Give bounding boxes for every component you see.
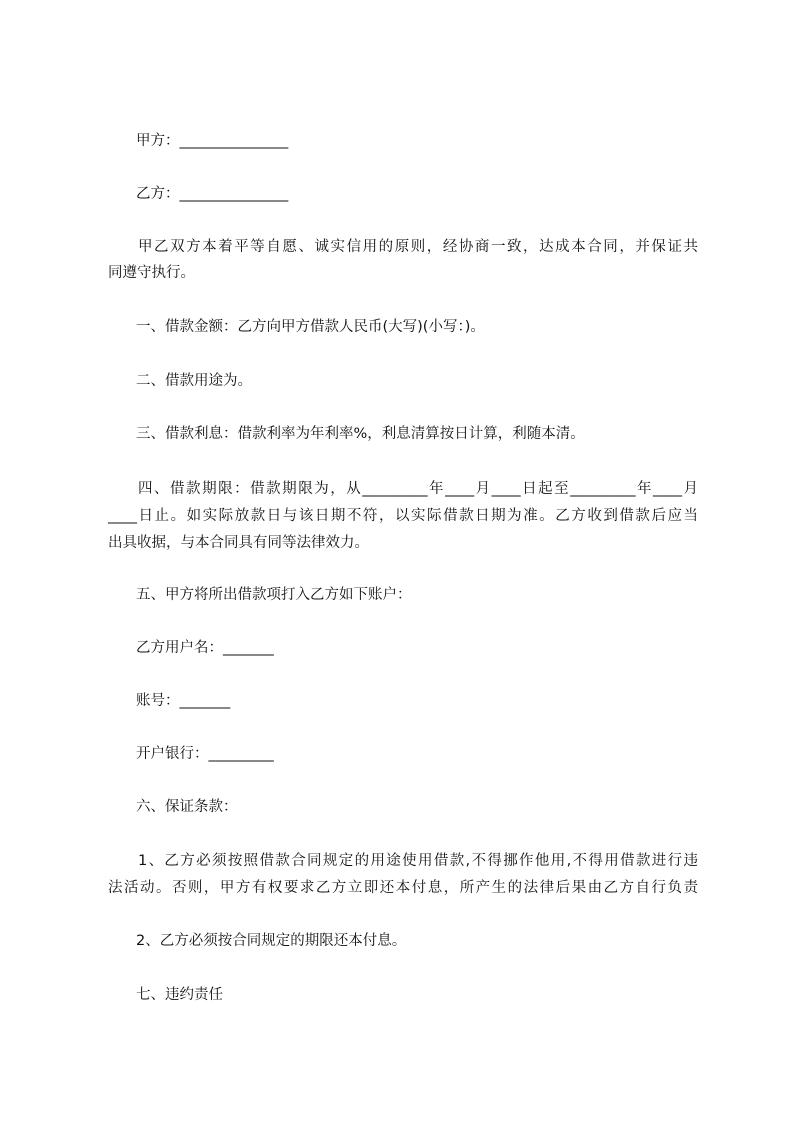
intro-line-1: 甲乙双方本着平等自愿、诚实信用的原则，经协商一致，达成本合同，并保证共 <box>138 239 698 255</box>
guarantee-1-line-2: 法活动。否则，甲方有权要求乙方立即还本付息，所产生的法律后果由乙方自行负责 <box>108 880 698 896</box>
clause-4-line-1: 四、借款期限：借款期限为，从_________年____月____日起至_________年____月 <box>138 481 698 497</box>
clause-6-guarantee: 六、保证条款： <box>136 799 238 815</box>
clause-4-line-2: ____日止。如实际放款日与该日期不符，以实际借款日期为准。乙方收到借款后应当 <box>108 508 698 524</box>
bank-line: 开户银行：_________ <box>136 746 274 762</box>
clause-5-account: 五、甲方将所出借款项打入乙方如下账户： <box>136 587 412 603</box>
clause-4-line-3: 出具收据，与本合同具有同等法律效力。 <box>108 535 369 551</box>
intro-line-2: 同遵守执行。 <box>108 265 195 281</box>
clause-2-loan-purpose: 二、借款用途为。 <box>136 373 252 389</box>
guarantee-2-line: 2、乙方必须按合同规定的期限还本付息。 <box>136 933 407 949</box>
account-name-line: 乙方用户名：_______ <box>136 640 274 656</box>
party-a-line: 甲方：_______________ <box>136 133 289 149</box>
party-b-line: 乙方：_______________ <box>136 186 289 202</box>
clause-7-liability: 七、违约责任 <box>136 987 223 1003</box>
clause-1-loan-amount: 一、借款金额：乙方向甲方借款人民币(大写)(小写：)。 <box>136 319 485 335</box>
account-number-line: 账号：_______ <box>136 693 231 709</box>
clause-3-loan-interest: 三、借款利息：借款利率为年利率%，利息清算按日计算，利随本清。 <box>136 426 585 442</box>
guarantee-1-line-1: 1、乙方必须按照借款合同规定的用途使用借款,不得挪作他用,不得用借款进行违 <box>138 853 698 869</box>
